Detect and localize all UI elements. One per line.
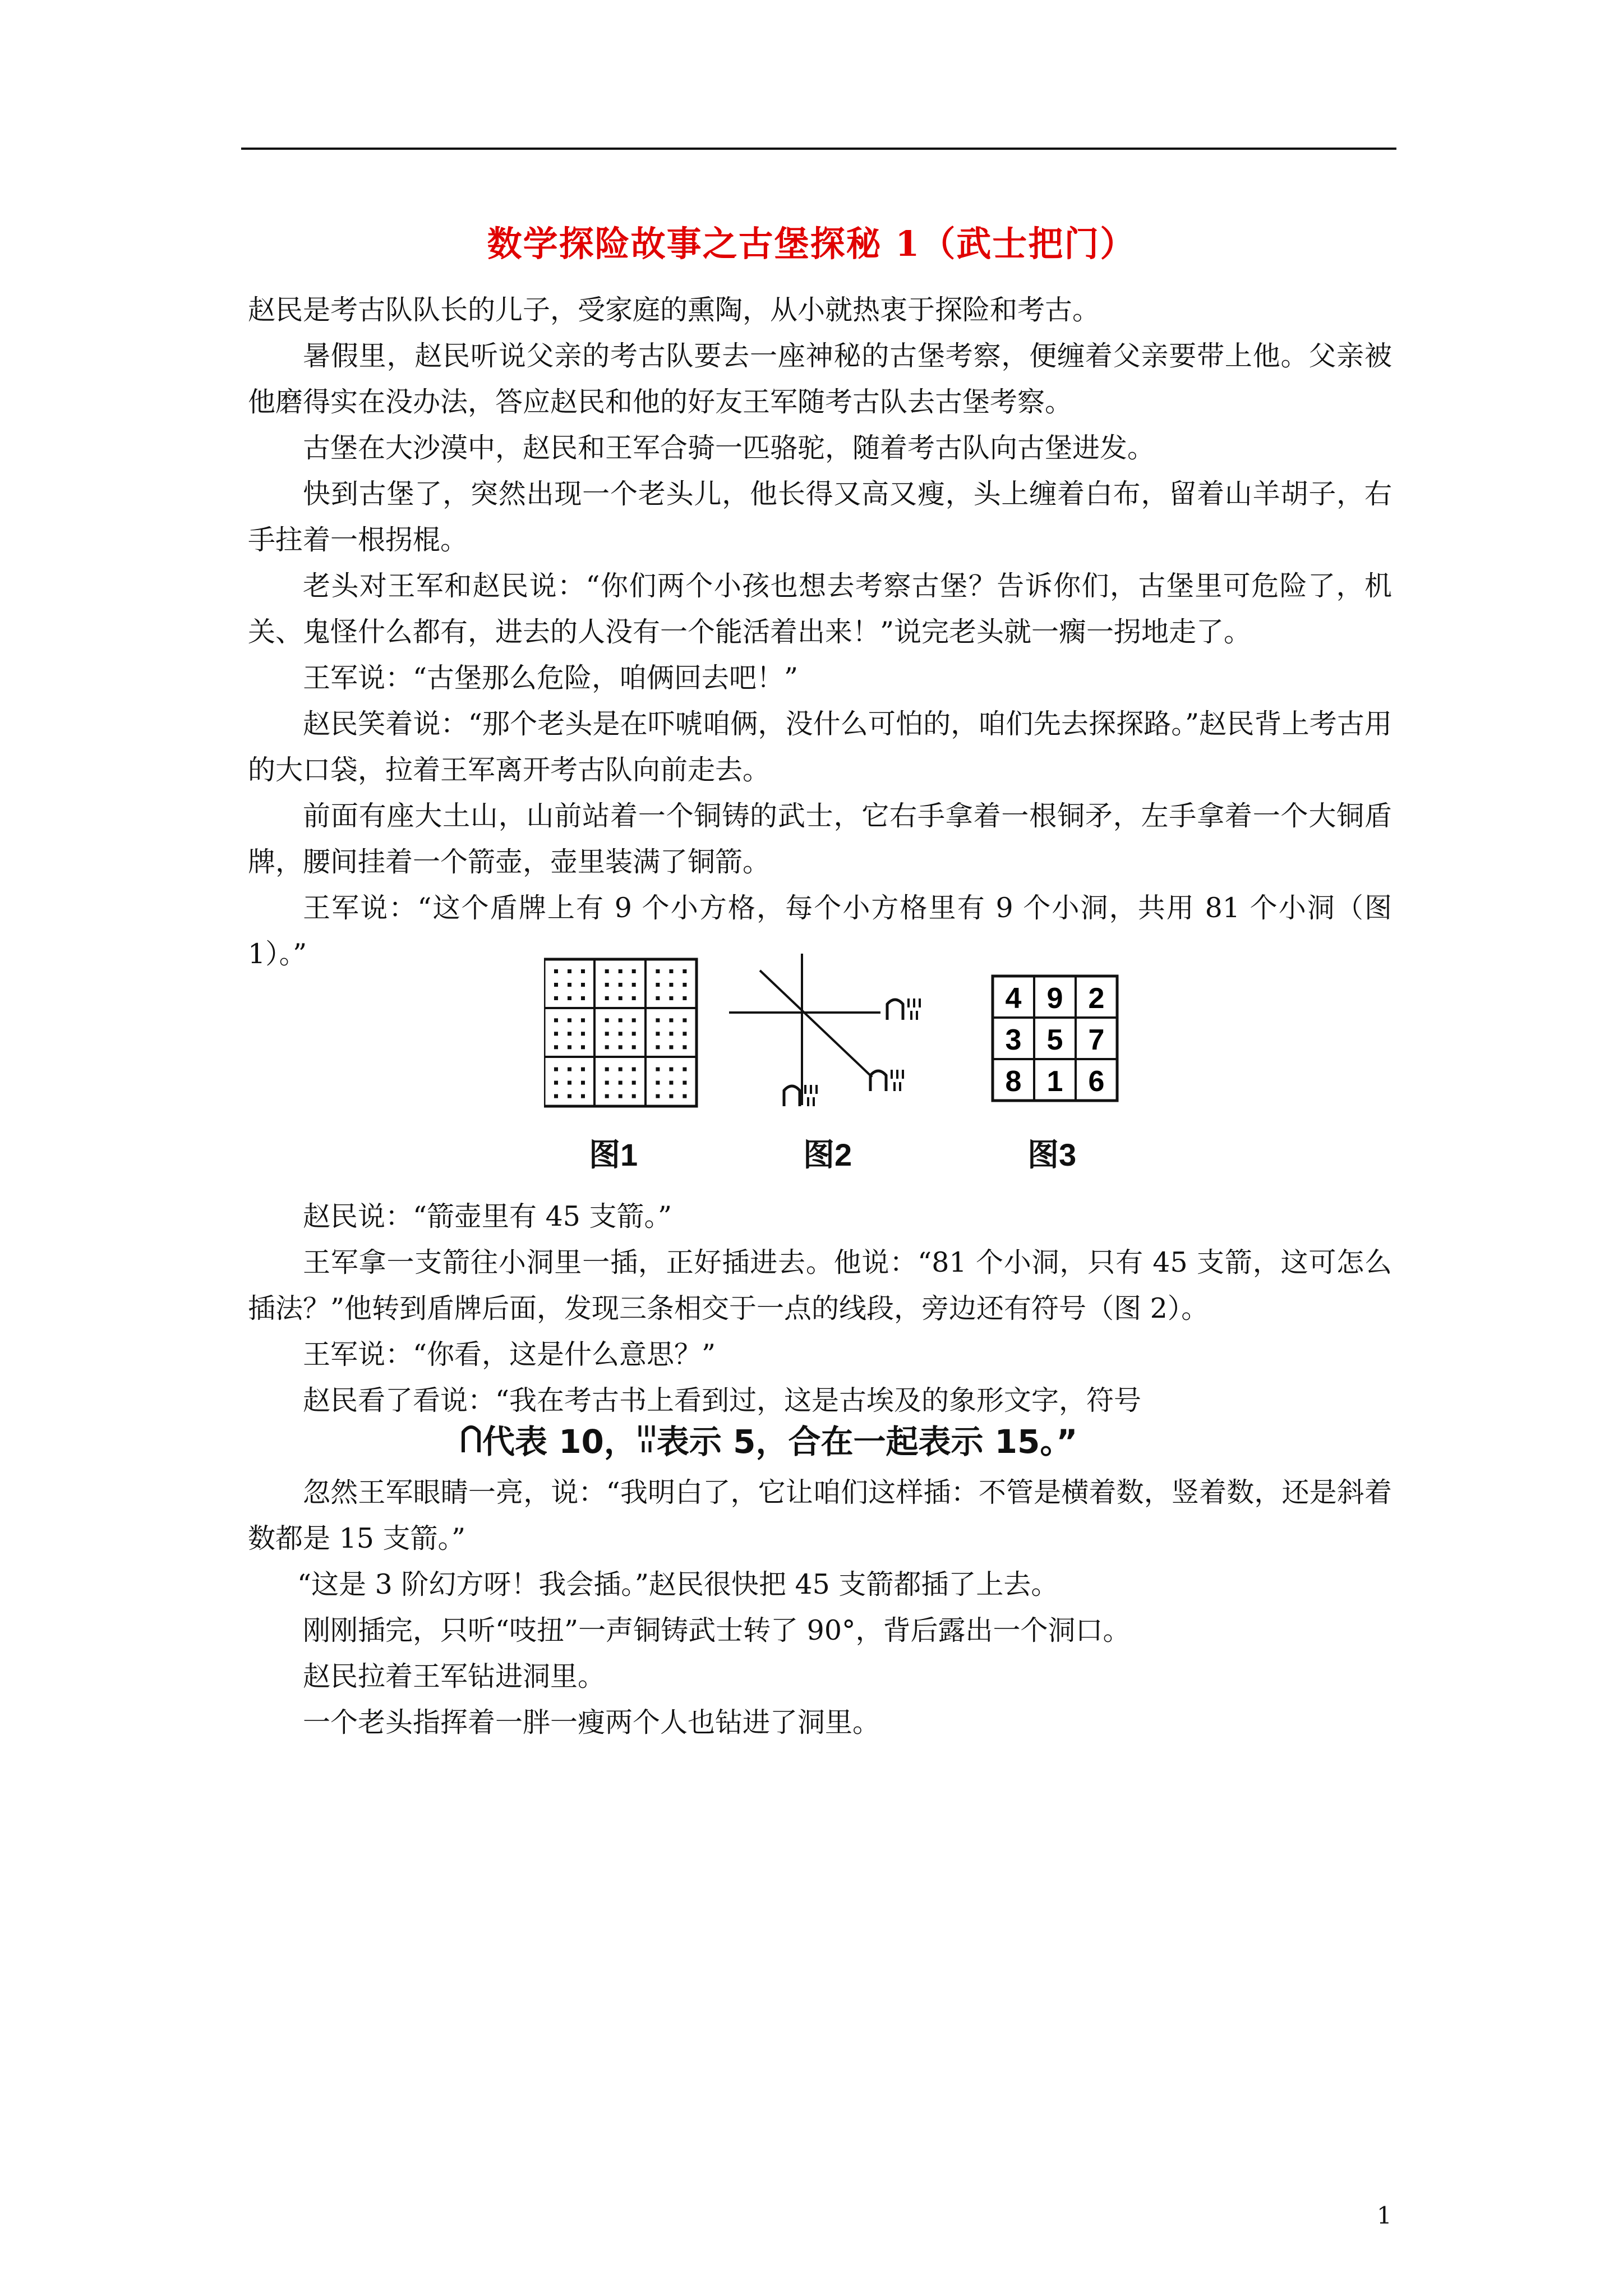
hieroglyph-5-icon — [637, 1423, 657, 1455]
shield-hole — [619, 1045, 623, 1049]
shield-hole — [632, 1081, 636, 1085]
shield-hole — [683, 1081, 686, 1085]
fig1-shield — [544, 959, 697, 1106]
shield-hole — [605, 1032, 609, 1036]
fig2-glyph-15-right — [887, 999, 920, 1020]
magic-cell-1-3: 2 — [1088, 982, 1105, 1015]
fig1-holes — [554, 969, 686, 1098]
page-title: 数学探险故事之古堡探秘 1（武士把门） — [487, 223, 1136, 264]
paragraph-5: 老头对王军和赵民说：“你们两个小孩也想去考察古堡？告诉你们，古堡里可危险了，机关、鬼怪什么都有，进去的人没有一个能活着出来！”说完老头就一瘸一拐地走了。 — [248, 570, 1392, 648]
fig2-glyph-15-diagonal — [870, 1070, 903, 1091]
paragraph-1: 赵民是考古队队长的儿子，受家庭的熏陶，从小就热衷于探险和考古。 — [248, 294, 1100, 326]
shield-hole — [669, 983, 673, 987]
paragraph-2: 暑假里，赵民听说父亲的考古队要去一座神秘的古堡考察，便缠着父亲要带上他。父亲被他磨得实在没办法，答应赵民和他的好友王军随考古队去古堡考察。 — [248, 340, 1392, 418]
paragraph-13: 赵民看了看说：“我在考古书上看到过，这是古埃及的象形文字，符号 — [303, 1384, 1142, 1416]
page-number: 1 — [1377, 2202, 1392, 2229]
shield-hole — [683, 969, 686, 973]
shield-hole — [581, 1032, 585, 1036]
shield-hole — [656, 1081, 660, 1085]
paragraph-9: 王军说：“这个盾牌上有 9 个小方格，每个小方格里有 9 个小洞，共用 81 个小洞（图 1）。” — [248, 892, 1392, 970]
shield-hole — [568, 1068, 571, 1071]
shield-hole — [669, 969, 673, 973]
fig3-magic-square — [993, 976, 1117, 1101]
shield-hole — [656, 996, 660, 1000]
shield-hole — [656, 969, 660, 973]
shield-hole — [554, 1045, 558, 1049]
shield-hole — [581, 983, 585, 987]
shield-hole — [568, 1018, 571, 1022]
shield-hole — [619, 1094, 623, 1098]
paragraph-8: 前面有座大土山，山前站着一个铜铸的武士，它右手拿着一根铜矛，左手拿着一个大铜盾牌，腰间挂着一个箭壶，壶里装满了铜箭。 — [248, 800, 1392, 878]
shield-hole — [683, 996, 686, 1000]
hieroglyph-explanation-line — [460, 1414, 1189, 1464]
shield-hole — [568, 1094, 571, 1098]
paragraph-7: 赵民笑着说：“那个老头是在吓唬咱俩，没什么可怕的，咱们先去探探路。”赵民背上考古用的大口袋，拉着王军离开考古队向前走去。 — [248, 708, 1392, 786]
shield-hole — [656, 1094, 660, 1098]
shield-hole — [554, 983, 558, 987]
fig2-glyph-15-bottom — [784, 1085, 817, 1106]
figures-row — [544, 954, 1122, 1178]
hieroglyph-5-meaning: 表示 5，合在一起表示 15。” — [656, 1423, 1078, 1461]
shield-hole — [605, 1094, 609, 1098]
shield-hole — [581, 1018, 585, 1022]
shield-hole — [656, 1032, 660, 1036]
shield-hole — [632, 996, 636, 1000]
shield-hole — [669, 1018, 673, 1022]
shield-hole — [554, 1081, 558, 1085]
shield-hole — [669, 1081, 673, 1085]
shield-hole — [632, 1032, 636, 1036]
shield-hole — [619, 1018, 623, 1022]
shield-hole — [554, 1032, 558, 1036]
fig1-label: 图1 — [589, 1137, 638, 1172]
shield-hole — [683, 983, 686, 987]
paragraph-18: 一个老头指挥着一胖一瘦两个人也钻进了洞里。 — [303, 1706, 880, 1738]
magic-cell-1-2: 9 — [1046, 982, 1063, 1015]
shield-hole — [554, 969, 558, 973]
shield-hole — [605, 969, 609, 973]
shield-hole — [619, 969, 623, 973]
shield-hole — [669, 1068, 673, 1071]
hieroglyph-10-icon — [460, 1423, 482, 1455]
shield-hole — [656, 1018, 660, 1022]
paragraph-17: 赵民拉着王军钻进洞里。 — [303, 1660, 606, 1692]
shield-hole — [581, 1094, 585, 1098]
shield-hole — [605, 1018, 609, 1022]
shield-hole — [605, 1045, 609, 1049]
shield-hole — [632, 1094, 636, 1098]
fig3-label: 图3 — [1027, 1137, 1077, 1172]
header-rule — [241, 148, 1396, 150]
paragraph-11: 王军拿一支箭往小洞里一插，正好插进去。他说：“81 个小洞，只有 45 支箭，这可怎么插法？”他转到盾牌后面，发现三条相交于一点的线段，旁边还有符号（图 2）。 — [248, 1246, 1392, 1324]
shield-hole — [605, 1081, 609, 1085]
shield-hole — [568, 996, 571, 1000]
paragraph-10: 赵民说：“箭壶里有 45 支箭。” — [303, 1200, 672, 1232]
shield-hole — [683, 1018, 686, 1022]
shield-hole — [568, 1032, 571, 1036]
shield-hole — [683, 1032, 686, 1036]
shield-hole — [568, 983, 571, 987]
fig2-lines — [729, 954, 920, 1106]
shield-hole — [632, 983, 636, 987]
shield-hole — [619, 983, 623, 987]
paragraph-14: 忽然王军眼睛一亮，说：“我明白了，它让咱们这样插：不管是横着数，竖着数，还是斜着数都是 15 支箭。” — [248, 1476, 1392, 1554]
shield-hole — [632, 969, 636, 973]
shield-hole — [669, 1094, 673, 1098]
shield-hole — [581, 1045, 585, 1049]
shield-hole — [669, 1032, 673, 1036]
shield-hole — [581, 1081, 585, 1085]
magic-cell-3-2: 1 — [1046, 1065, 1063, 1098]
paragraph-16: 刚刚插完，只听“吱扭”一声铜铸武士转了 90°，背后露出一个洞口。 — [303, 1614, 1131, 1646]
shield-hole — [605, 996, 609, 1000]
shield-hole — [568, 969, 571, 973]
shield-hole — [619, 996, 623, 1000]
shield-hole — [669, 1045, 673, 1049]
paragraph-3: 古堡在大沙漠中，赵民和王军合骑一匹骆驼，随着考古队向古堡进发。 — [303, 432, 1155, 464]
shield-hole — [568, 1081, 571, 1085]
shield-hole — [619, 1032, 623, 1036]
shield-hole — [605, 983, 609, 987]
magic-cell-3-3: 6 — [1088, 1065, 1105, 1098]
magic-cell-1-1: 4 — [1005, 982, 1022, 1015]
magic-cell-2-2: 5 — [1046, 1024, 1063, 1056]
shield-hole — [669, 996, 673, 1000]
shield-hole — [656, 983, 660, 987]
magic-cell-2-3: 7 — [1088, 1024, 1105, 1056]
shield-hole — [568, 1045, 571, 1049]
shield-hole — [619, 1081, 623, 1085]
shield-hole — [619, 1068, 623, 1071]
shield-hole — [581, 969, 585, 973]
shield-hole — [554, 1018, 558, 1022]
paragraph-4: 快到古堡了，突然出现一个老头儿，他长得又高又瘦，头上缠着白布，留着山羊胡子，右手拄着一根拐棍。 — [248, 478, 1392, 556]
shield-hole — [554, 1068, 558, 1071]
magic-cell-3-1: 8 — [1005, 1065, 1022, 1098]
shield-hole — [632, 1068, 636, 1071]
shield-hole — [656, 1045, 660, 1049]
paragraph-15: “这是 3 阶幻方呀！我会插。”赵民很快把 45 支箭都插了上去。 — [297, 1568, 1059, 1600]
shield-hole — [554, 996, 558, 1000]
figures-svg — [544, 954, 1122, 1178]
shield-hole — [554, 1094, 558, 1098]
shield-hole — [632, 1018, 636, 1022]
shield-hole — [632, 1045, 636, 1049]
shield-hole — [683, 1068, 686, 1071]
fig2-label: 图2 — [803, 1137, 852, 1172]
shield-hole — [683, 1094, 686, 1098]
shield-hole — [605, 1068, 609, 1071]
shield-hole — [656, 1068, 660, 1071]
magic-cell-2-1: 3 — [1005, 1024, 1022, 1056]
shield-hole — [581, 1068, 585, 1071]
paragraph-6: 王军说：“古堡那么危险，咱俩回去吧！” — [303, 662, 799, 694]
shield-hole — [683, 1045, 686, 1049]
hieroglyph-10-meaning: 代表 10， — [482, 1423, 637, 1461]
paragraph-12: 王军说：“你看，这是什么意思？” — [303, 1338, 716, 1370]
shield-hole — [581, 996, 585, 1000]
